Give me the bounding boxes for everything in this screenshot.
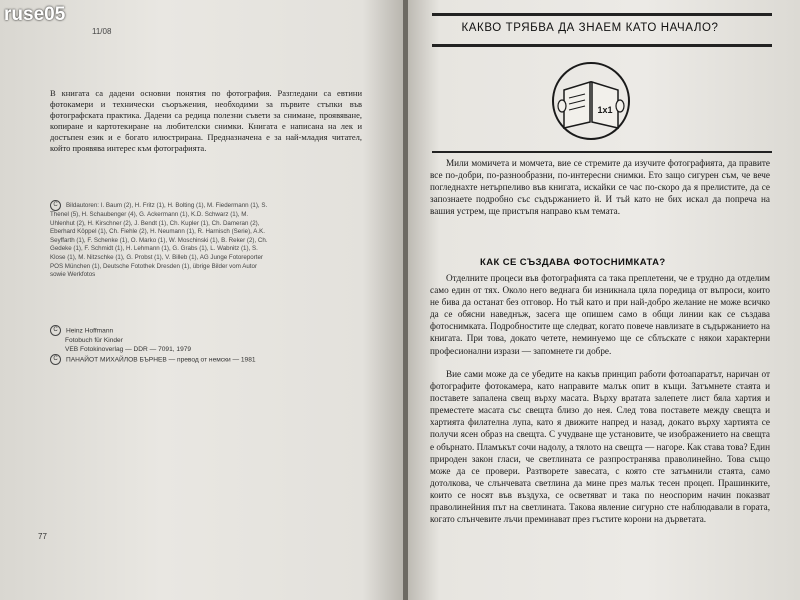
- header-rule: [432, 44, 772, 47]
- body-paragraph-1-text: Отделните процеси във фотографията са така преплетени, че е трудно да отделим само един от тях. Около него веднага би изникнала цяла поредица от въпроси, които не бива да останат без отговор. Но тъй като и при най-добро желание не може всичко да се обясни наведнъж, засега ще опишем само в общи линии как се създава фотоснимката. Подробностите ще следват, когато повече навлизате в съдържанието на книгата. При това, докато четете, неминуемо ще се сблъскате с някои характерни професионални изрази — запомнете ги добре.: [430, 273, 770, 356]
- copyright-translation: [50, 354, 256, 365]
- copyright-original: [50, 325, 191, 354]
- original-title: Fotobuch für Kinder: [65, 337, 123, 344]
- photo-credits-text: I. Baum (2), H. Fritz (1), H. Bolting (1), M. Fiedermann (1), S. Thenel (5), H. Schaubenger (4), G. Ackermann (1), K.D. Schwarz (1), M. Uhlenhut (2), H. Kirschner (2), J. Bendt (1), Ch. Kupler (1), Ch. Dameran (2), Eberhard Köppel (1), Ch. Fiehle (2), H. Neumann (1), R. Harnisch (Serie), A.K. Seyffarth (1), F. Schenke (1), O. Marko (1), W. Moschinski (1), B. Reker (2), Ch. Gedeke (1), F. Schmidt (1), H. Lehmann (1), G. Grabs (1), L. Wabnitz (1), S. Klose (1), M. Nitzschke (1), G. Probst (1), V. Billeb (1), AG Junge Fotoreporter POS München (1), Deutsche Fotothek Dresden (1), übrige Bilder vom Autor sowie Werkfotos: [50, 202, 268, 279]
- watermark: ruse05: [4, 4, 66, 25]
- icon-rule: [432, 151, 772, 153]
- catalog-code: 11/08: [92, 27, 112, 36]
- book-annotation: В книгата са дадени основни понятия по фотография. Разгледани са евтини фотокамери и технически съоръжения, необходими за първите стъпки във фотографската практика. Дадени са редица полезни съвети за снимане, проявяване, копиране и картотекиране на любителски снимки. Книгата е написана на лек и достъпен език и е богато илюстрирана. Предназначена е за най-младия читател, който проявява интерес към фотографията.: [50, 88, 362, 153]
- body-paragraph-1: [430, 272, 770, 357]
- body-paragraph-2: [430, 368, 770, 525]
- book-icon-label: 1x1: [597, 105, 613, 115]
- copyright-icon: C: [50, 325, 61, 336]
- intro-paragraph: [430, 157, 770, 217]
- page-number: 77: [38, 532, 47, 541]
- top-rule: [432, 13, 772, 16]
- copyright-icon: C: [50, 354, 61, 365]
- copyright-icon: C: [50, 200, 61, 211]
- reading-book-icon: [550, 60, 632, 142]
- chapter-header: КАКВО ТРЯБВА ДА ЗНАЕМ КАТО НАЧАЛО?: [461, 22, 719, 34]
- photo-credits: [50, 200, 270, 280]
- original-author: Heinz Hoffmann: [66, 327, 114, 335]
- section-title: КАК СЕ СЪЗДАВА ФОТОСНИМКАТА?: [480, 257, 666, 268]
- photo-credits-title: Bildautoren:: [66, 202, 100, 210]
- original-publisher: VEB Fotokinoverlag — DDR — 7091, 1979: [65, 346, 192, 353]
- body-paragraph-2-text: Вие сами може да се убедите на какъв принцип работи фотоапаратът, наричан от фотографите фотокамера, като направите малък опит в къщи. Затъмнете стаята и поставете запалена свещ върху масата. Върху вратата залепете лист бяла хартия и преместете масата със свещта близо до нея. След това поставете между свещта и хартията филателна лупа, като я движите напред и назад, докато върху хартията се получи ясен образ на свещта. С учудване ще установите, че изображението на свещта е обърнато. Пламъкът сочи надолу, а тялото на свещта — нагоре. Как става това? Един природен закон гласи, че светлината се разпространява праволинейно. Това също може да се провери. Разтворете завесата, с която сте затъмнили стаята, само дотолкова, че слънчевата светлина да мине през малък тесен процеп. Прашинките, които се носят във въздуха, се осветяват и така по неоспорим начин показват праволинейния път на светлината. Такова явление сигурно сте наблюдавали в гората, когато слънчевите лъчи преминават през гъстите корони на дърветата.: [430, 369, 770, 525]
- intro-paragraph-text: Мили момичета и момчета, вие се стремите да изучите фотографията, да правите все по-добри, по-разнообразни, по-интересни снимки. Ето защо сигурен съм, че вече погледнахте нетърпеливо във книгата, искайки се час по-скоро да я прелистите, да се запознаете подробно със съдържанието й. И тъй като не бих искал да попреча на вашия устрем, ще пристъпя направо към темата.: [430, 158, 770, 217]
- translator-line: ПАНАЙОТ МИХАЙЛОВ БЪРНЕВ — превод от немски — 1981: [66, 356, 256, 364]
